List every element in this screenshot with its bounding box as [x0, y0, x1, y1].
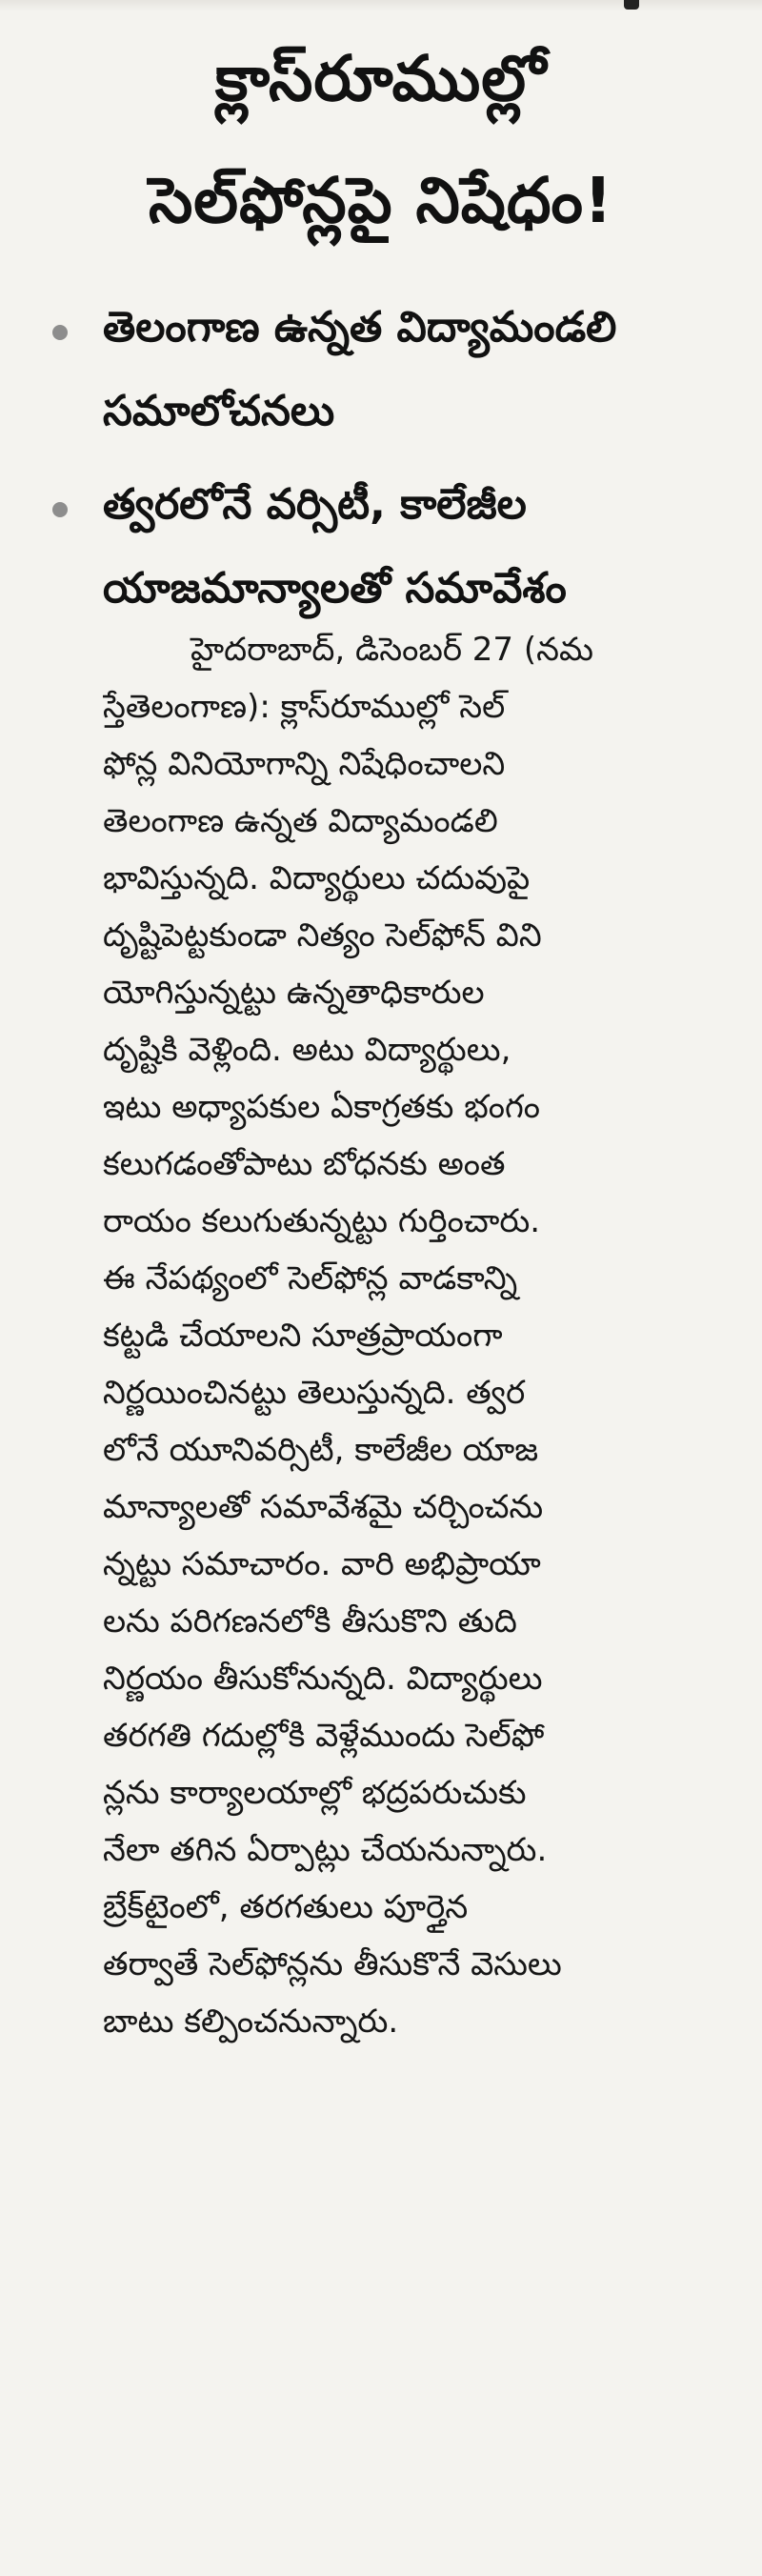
bullet-icon — [52, 325, 68, 340]
body-line: ఈ నేపథ్యంలో సెల్‌ఫోన్ల వాడకాన్ని — [103, 1259, 518, 1298]
body-line: భావిస్తున్నది. విద్యార్థులు చదువుపై — [103, 859, 531, 897]
body-line: రాయం కలుగుతున్నట్టు గుర్తించారు. — [103, 1202, 541, 1240]
body-line: దృష్టికి వెళ్లింది. అటు విద్యార్థులు, — [103, 1031, 511, 1069]
body-line: బ్రేక్‌టైంలో, తరగతులు పూర్తైన — [103, 1888, 469, 1926]
cut-off-glyph — [624, 0, 639, 10]
body-line: హైదరాబాద్, డిసెంబర్ 27 (నమ — [190, 631, 593, 669]
body-line: కలుగడంతోపాటు బోధనకు అంత — [103, 1145, 506, 1183]
body-line: న్లను కార్యాలయాల్లో భద్రపరుచుకు — [103, 1774, 527, 1812]
bullet-icon — [52, 502, 68, 517]
subhead-2-line-2: యాజమాన్యాలతో సమావేశం — [103, 564, 567, 613]
subhead-2-line-1: త్వరలోనే వర్సిటీ, కాలేజీల — [103, 480, 527, 529]
headline-line-2: సెల్‌ఫోన్లపై నిషేధం! — [148, 164, 614, 237]
body-line: తర్వాతే సెల్‌ఫోన్లను తీసుకొనే వెసులు — [103, 1945, 562, 1983]
body-line: స్తేతెలంగాణ): క్లాస్‌రూముల్లో సెల్‌ — [103, 688, 506, 726]
body-line: యోగిస్తున్నట్టు ఉన్నతాధికారుల — [103, 974, 485, 1012]
body-line: తెలంగాణ ఉన్నత విద్యామండలి — [103, 802, 498, 840]
article-body — [103, 621, 714, 2050]
body-line: నిర్ణయం తీసుకోనున్నది. విద్యార్థులు — [103, 1660, 543, 1698]
previous-article-edge — [0, 0, 762, 11]
subhead-1-line-2: సమాలోచనలు — [103, 387, 335, 435]
subhead-1-line-1: తెలంగాణ ఉన్నత విద్యామండలి — [103, 303, 617, 352]
body-line: ఇటు అధ్యాపకుల ఏకాగ్రతకు భంగం — [103, 1088, 541, 1126]
body-line: నిర్ణయించినట్టు తెలుస్తున్నది. త్వర — [103, 1374, 526, 1412]
headline-line-1: క్లాస్‌రూముల్లో — [214, 42, 548, 115]
body-line: బాటు కల్పించనున్నారు. — [103, 2002, 399, 2041]
body-line: న్నట్టు సమాచారం. వారి అభిప్రాయా — [103, 1545, 541, 1583]
body-line: దృష్టిపెట్టకుండా నిత్యం సెల్‌ఫోన్ విని — [103, 916, 542, 955]
body-line: తరగతి గదుల్లోకి వెళ్లేముందు సెల్‌ఫో — [103, 1717, 545, 1755]
body-line: కట్టడి చేయాలని సూత్రప్రాయంగా — [103, 1317, 503, 1355]
body-line: నేలా తగిన ఏర్పాట్లు చేయనున్నారు. — [103, 1831, 548, 1869]
body-line: లోనే యూనివర్సిటీ, కాలేజీల యాజ — [103, 1431, 539, 1469]
body-line: లను పరిగణనలోకి తీసుకొని తుది — [103, 1602, 517, 1640]
body-line: మాన్యాలతో సమావేశమై చర్చించను — [103, 1488, 544, 1526]
body-line: ఫోన్ల వినియోగాన్ని నిషేధించాలని — [103, 745, 506, 783]
